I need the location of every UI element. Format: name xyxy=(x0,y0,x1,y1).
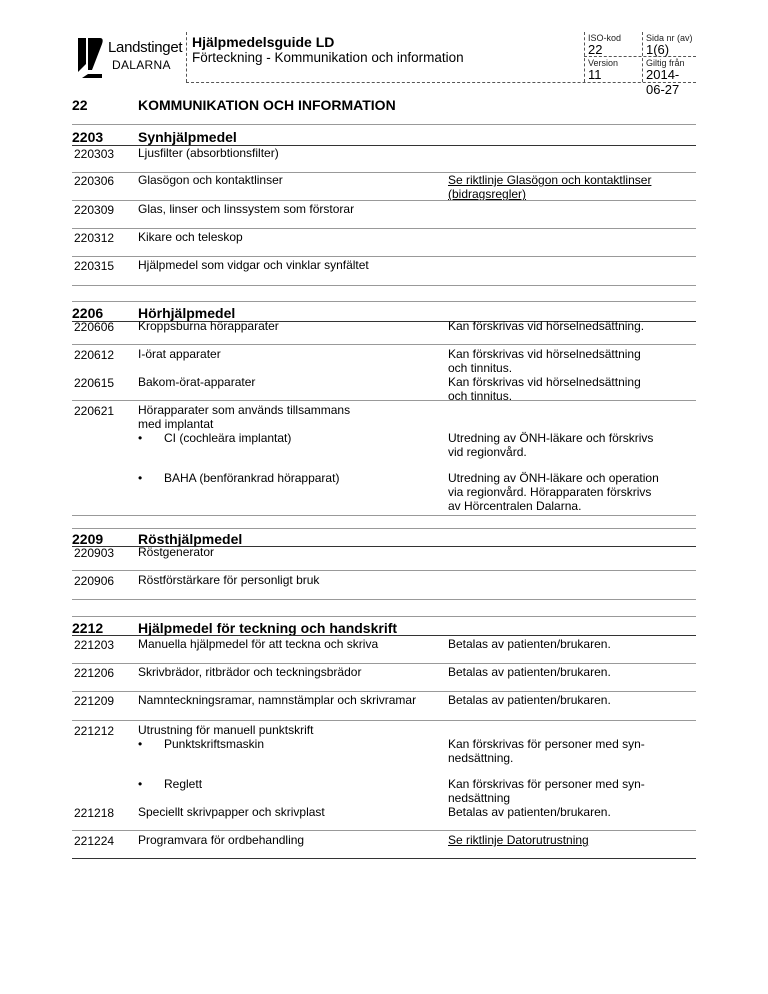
guideline-link[interactable]: (bidragsregler) xyxy=(448,187,527,201)
header-bottom-line xyxy=(186,82,696,83)
item-note: Kan förskrivas för personer med syn- xyxy=(448,737,645,751)
bullet-text: CI (cochleära implantat) xyxy=(164,431,292,445)
landstinget-dalarna-logo xyxy=(72,32,190,82)
item-note: Utredning av ÖNH-läkare och operation xyxy=(448,471,659,485)
document-title: Hjälpmedelsguide LD xyxy=(192,34,335,50)
version-label: Version xyxy=(588,58,619,68)
section-code: 2212 xyxy=(72,620,104,636)
page-value: 1(6) xyxy=(646,42,670,57)
iso-code: 220306 xyxy=(74,174,115,188)
item-description: Kikare och teleskop xyxy=(138,230,243,244)
separator xyxy=(72,285,696,286)
header-divider xyxy=(642,32,643,82)
item-note: Betalas av patienten/brukaren. xyxy=(448,665,611,679)
item-note: nedsättning. xyxy=(448,751,514,765)
item-description: Ljusfilter (absorbtionsfilter) xyxy=(138,146,279,160)
item-note: Betalas av patienten/brukaren. xyxy=(448,693,611,707)
separator xyxy=(72,256,696,257)
item-note: nedsättning xyxy=(448,791,511,805)
chapter-code: 22 xyxy=(72,97,88,113)
separator xyxy=(72,515,696,516)
header-divider xyxy=(186,32,187,82)
bullet-icon: • xyxy=(138,777,143,791)
item-note: Betalas av patienten/brukaren. xyxy=(448,637,611,651)
iso-code: 221203 xyxy=(74,638,115,652)
bullet-icon: • xyxy=(138,471,143,485)
item-note: Kan förskrivas vid hörselnedsättning. xyxy=(448,319,645,333)
item-description: Hörapparater som används tillsammans xyxy=(138,403,351,417)
item-note: Kan förskrivas vid hörselnedsättning xyxy=(448,375,641,389)
item-description: Hjälpmedel som vidgar och vinklar synfältet xyxy=(138,258,369,272)
logo-mark-icon xyxy=(72,34,106,80)
guideline-link[interactable]: Se riktlinje Datorutrustning xyxy=(448,833,589,847)
item-note: Betalas av patienten/brukaren. xyxy=(448,805,611,819)
item-description: med implantat xyxy=(138,417,214,431)
separator xyxy=(72,599,696,600)
iso-code: 220615 xyxy=(74,376,115,390)
separator xyxy=(72,124,696,125)
separator xyxy=(72,228,696,229)
item-note: Kan förskrivas vid hörselnedsättning xyxy=(448,347,641,361)
item-note: via regionvård. Hörapparaten förskrivs xyxy=(448,485,652,499)
item-description: Glasögon och kontaktlinser xyxy=(138,173,283,187)
chapter-title: KOMMUNIKATION OCH INFORMATION xyxy=(138,97,396,113)
valid-from-label: Giltig från xyxy=(646,58,685,68)
iso-code: 220621 xyxy=(74,404,115,418)
iso-code: 221209 xyxy=(74,694,115,708)
section-title: Rösthjälpmedel xyxy=(138,531,243,547)
separator xyxy=(72,528,696,529)
document-header xyxy=(72,32,696,97)
iso-code: 220606 xyxy=(74,320,115,334)
item-description: Bakom-örat-apparater xyxy=(138,375,256,389)
separator xyxy=(72,858,696,859)
iso-code: 220303 xyxy=(74,147,115,161)
iso-code: 220312 xyxy=(74,231,115,245)
separator xyxy=(72,301,696,302)
section-code: 2206 xyxy=(72,305,104,321)
separator xyxy=(72,344,696,345)
item-description: Utrustning för manuell punktskrift xyxy=(138,723,314,737)
logo-text-line1: Landstinget xyxy=(108,39,183,56)
section-title: Synhjälpmedel xyxy=(138,129,237,145)
bullet-text: Reglett xyxy=(164,777,203,791)
item-description: Manuella hjälpmedel för att teckna och skriva xyxy=(138,637,379,651)
bullet-text: BAHA (benförankrad hörapparat) xyxy=(164,471,340,485)
bullet-icon: • xyxy=(138,737,143,751)
iso-code: 221212 xyxy=(74,724,115,738)
item-description: Kroppsburna hörapparater xyxy=(138,319,279,333)
separator xyxy=(72,200,696,201)
item-note: av Hörcentralen Dalarna. xyxy=(448,499,582,513)
item-description: Namnteckningsramar, namnstämplar och skrivramar xyxy=(138,693,417,707)
separator xyxy=(72,570,696,571)
iso-label: ISO-kod xyxy=(588,33,622,43)
iso-code: 220906 xyxy=(74,574,115,588)
bullet-icon: • xyxy=(138,431,143,445)
separator xyxy=(72,616,696,617)
section-title: Hjälpmedel för teckning och handskrift xyxy=(138,620,398,636)
iso-code: 220612 xyxy=(74,348,115,362)
item-note: Utredning av ÖNH-läkare och förskrivs xyxy=(448,431,654,445)
item-description: Röstgenerator xyxy=(138,545,215,559)
separator xyxy=(72,830,696,831)
item-note: och tinnitus. xyxy=(448,389,513,403)
section-code: 2203 xyxy=(72,129,104,145)
item-description: Röstförstärkare för personligt bruk xyxy=(138,573,320,587)
separator xyxy=(72,663,696,664)
iso-code: 220903 xyxy=(74,546,115,560)
section-title: Hörhjälpmedel xyxy=(138,305,236,321)
valid-from-value: 2014-06-27 xyxy=(646,67,680,97)
item-description: Skrivbrädor, ritbrädor och teckningsbrädor xyxy=(138,665,362,679)
logo-text-line2: DALARNA xyxy=(112,58,171,72)
document-subtitle: Förteckning - Kommunikation och information xyxy=(192,50,464,65)
iso-code: 221206 xyxy=(74,666,115,680)
iso-code: 220309 xyxy=(74,203,115,217)
item-description: Glas, linser och linssystem som förstorar xyxy=(138,202,355,216)
guideline-link[interactable]: Se riktlinje Glasögon och kontaktlinser xyxy=(448,173,652,187)
section-code: 2209 xyxy=(72,531,104,547)
bullet-text: Punktskriftsmaskin xyxy=(164,737,265,751)
separator xyxy=(72,635,696,636)
item-note: och tinnitus. xyxy=(448,361,513,375)
page-label: Sida nr (av) xyxy=(646,33,693,43)
separator xyxy=(72,720,696,721)
iso-code: 220315 xyxy=(74,259,115,273)
item-description: Programvara för ordbehandling xyxy=(138,833,305,847)
separator xyxy=(72,400,696,401)
item-description: I-örat apparater xyxy=(138,347,221,361)
item-description: Speciellt skrivpapper och skrivplast xyxy=(138,805,325,819)
iso-value: 22 xyxy=(588,42,603,57)
header-divider xyxy=(584,32,585,82)
item-note: Kan förskrivas för personer med syn- xyxy=(448,777,645,791)
version-value: 11 xyxy=(588,67,602,82)
iso-code: 221218 xyxy=(74,806,115,820)
item-note: vid regionvård. xyxy=(448,445,527,459)
iso-code: 221224 xyxy=(74,834,115,848)
separator xyxy=(72,691,696,692)
